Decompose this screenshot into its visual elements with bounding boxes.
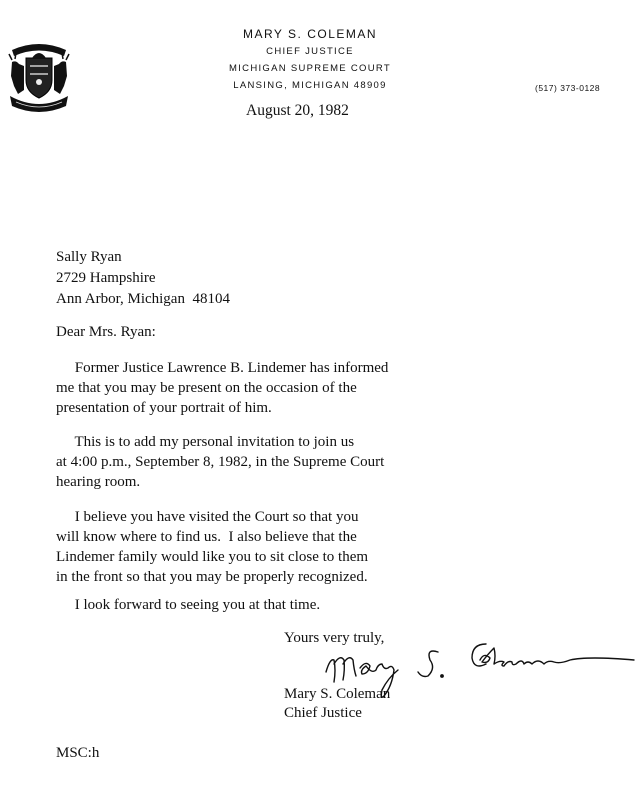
recipient-name: Sally Ryan (56, 249, 122, 265)
letterhead-phone: (517) 373-0128 (535, 83, 601, 93)
complimentary-close: Yours very truly, (284, 630, 385, 646)
recipient-address (56, 247, 230, 310)
letterhead-name: MARY S. COLEMAN (242, 27, 378, 41)
reference-initials: MSC:h (56, 745, 100, 761)
signer-title: Chief Justice (284, 705, 362, 721)
body-paragraph-2: This is to add my personal invitation to join us at 4:00 p.m., September 8, 1982, in the Supreme Court hearing room. (56, 434, 385, 490)
letterhead-title: CHIEF JUSTICE (266, 46, 354, 57)
recipient-city: Ann Arbor, Michigan 48104 (56, 291, 230, 307)
letterhead (185, 26, 435, 94)
salutation: Dear Mrs. Ryan: (56, 324, 156, 340)
michigan-state-seal-icon (6, 36, 72, 118)
letterhead-court: MICHIGAN SUPREME COURT (229, 63, 391, 74)
recipient-street: 2729 Hampshire (56, 270, 156, 286)
signer-name: Mary S. Coleman (284, 686, 391, 702)
letter-date: August 20, 1982 (246, 102, 349, 119)
letterhead-city: LANSING, MICHIGAN 48909 (233, 80, 387, 91)
body-paragraph-3: I believe you have visited the Court so that you will know where to find us. I also believe that the Lindemer family would like you to sit close to them in the front so that you may be properly recognized. (56, 509, 369, 585)
body-paragraph-1: Former Justice Lawrence B. Lindemer has informed me that you may be present on the occasion of the presentation of your portrait of him. (56, 360, 389, 416)
body-paragraph-4: I look forward to seeing you at that time. (56, 597, 321, 613)
